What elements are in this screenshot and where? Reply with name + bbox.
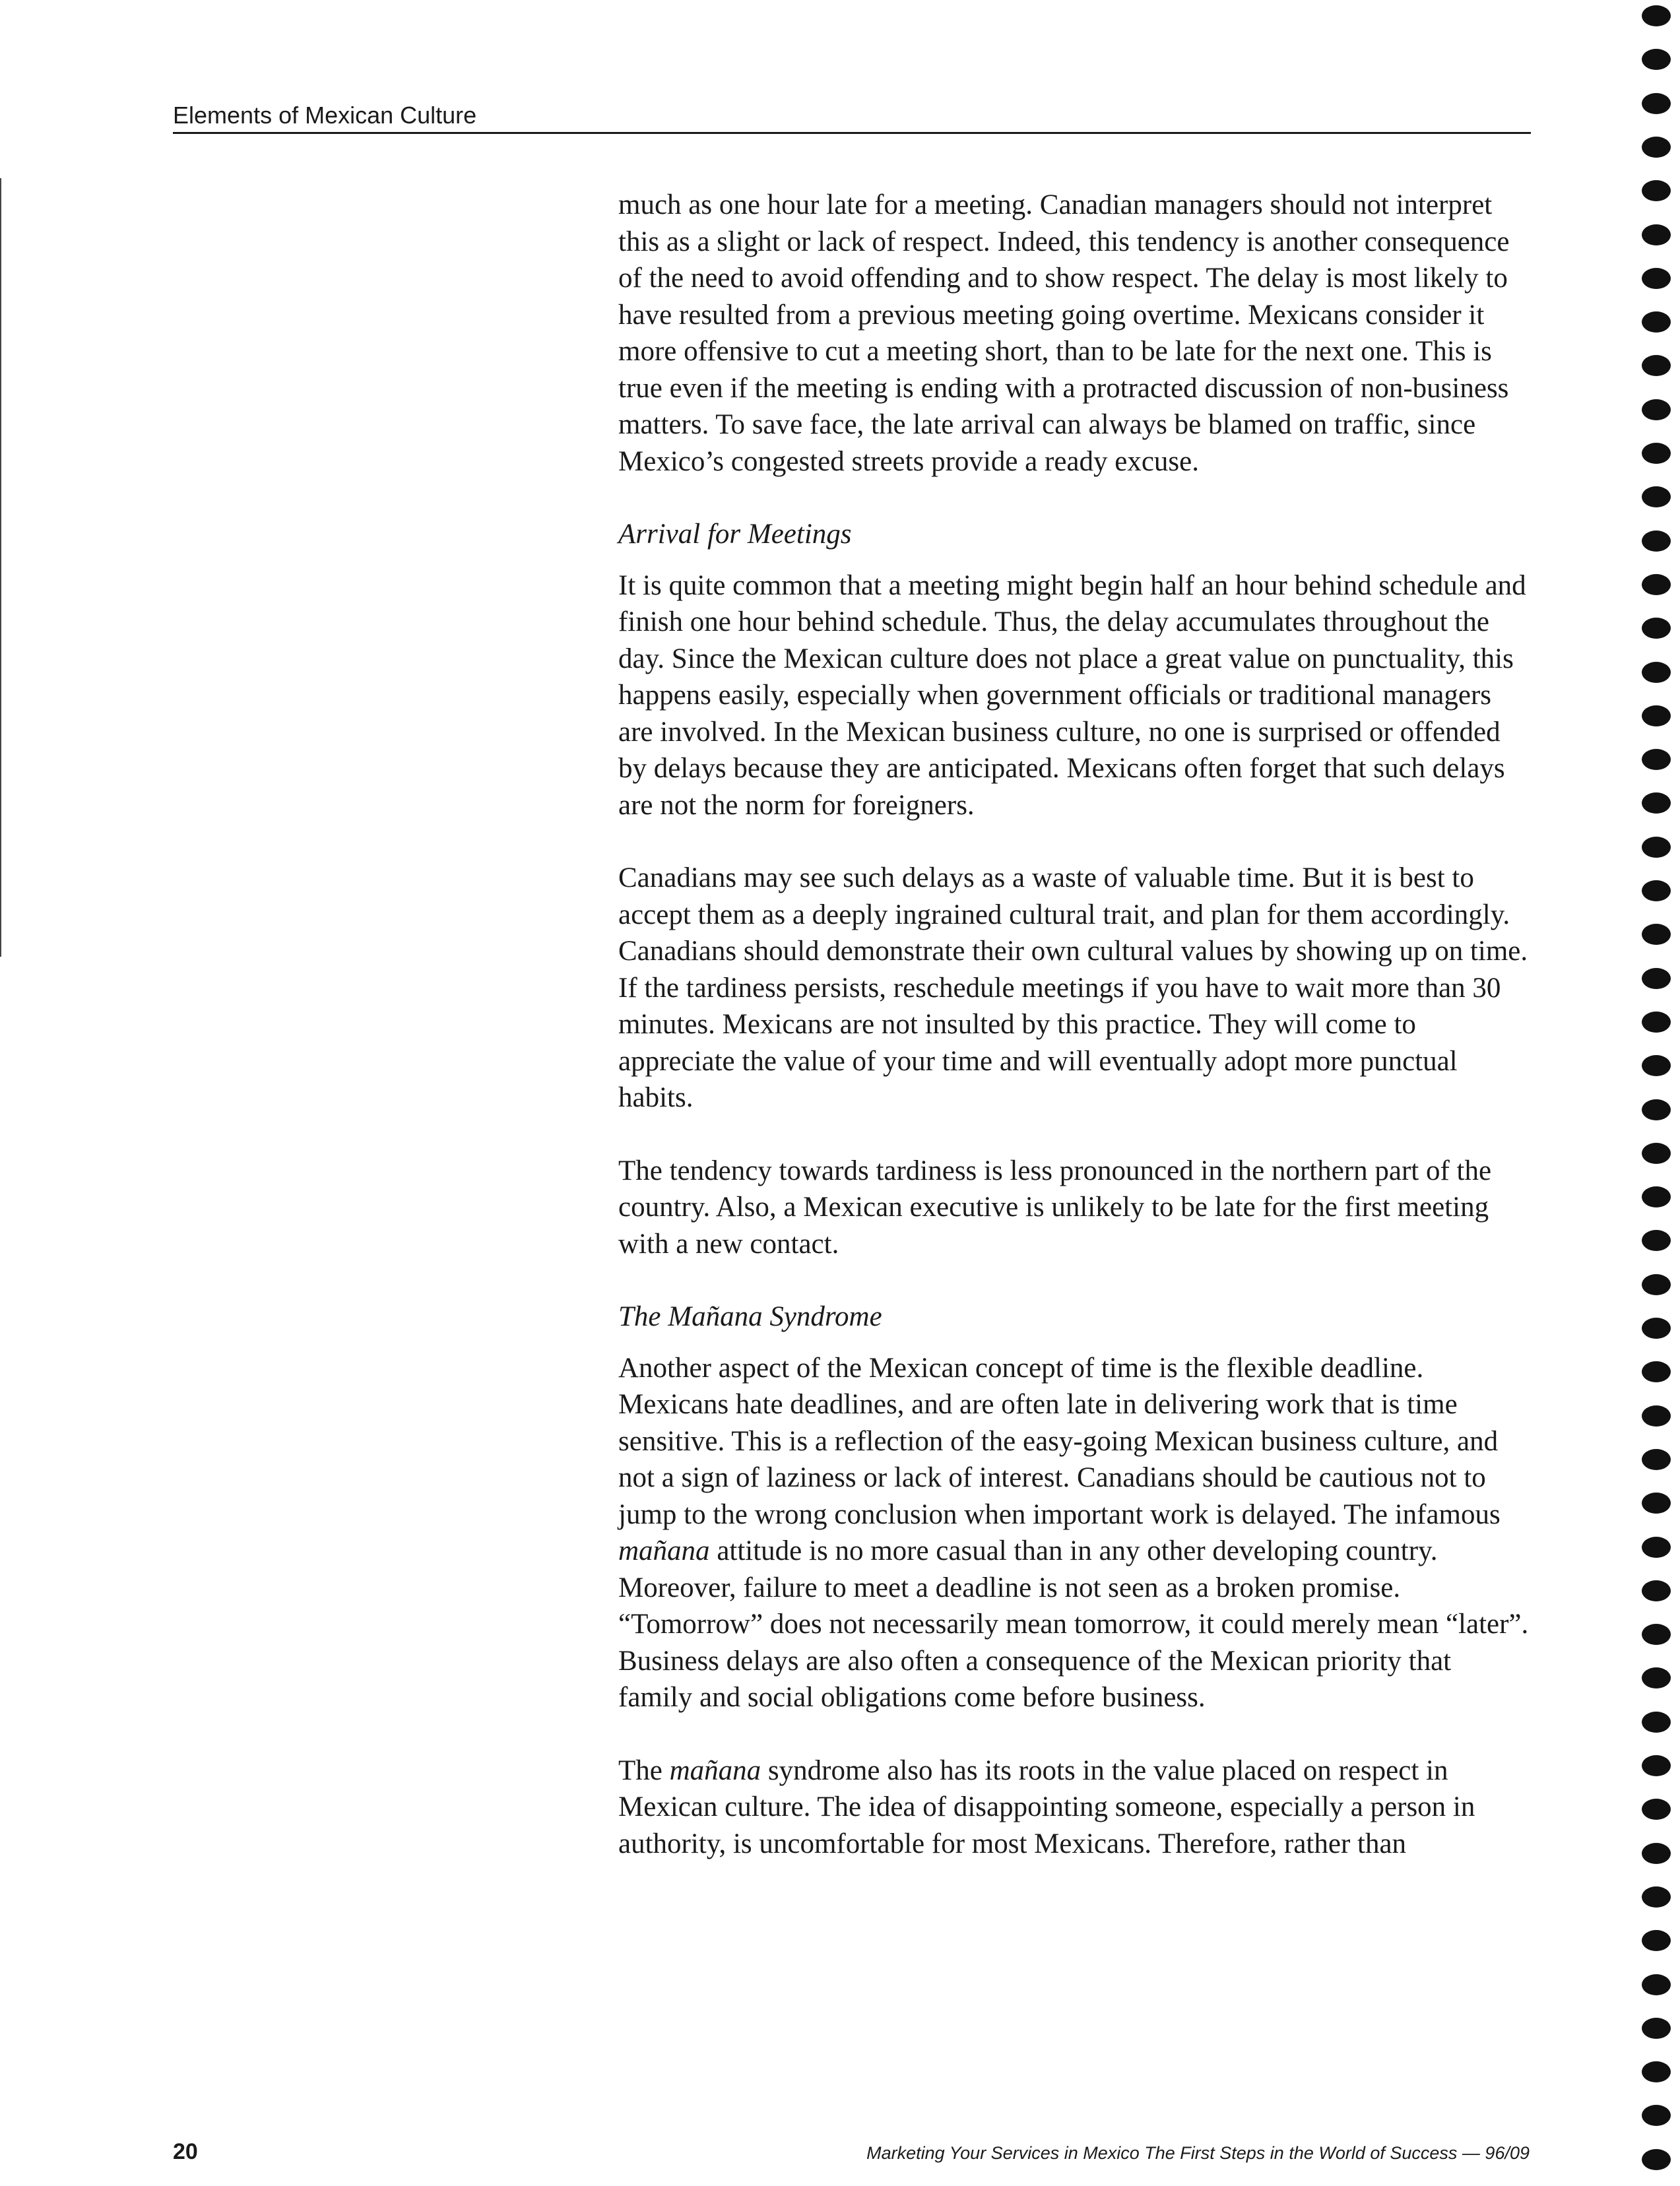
- binding-hole: [1642, 486, 1671, 507]
- body-text: [618, 187, 1532, 1898]
- binding-hole: [1642, 1449, 1671, 1470]
- binding-hole: [1642, 1537, 1671, 1558]
- binding-hole: [1642, 399, 1671, 420]
- binding-hole: [1642, 1361, 1671, 1382]
- binding-hole: [1642, 792, 1671, 814]
- section-heading-arrival: Arrival for Meetings: [618, 519, 852, 550]
- binding-hole: [1642, 705, 1671, 726]
- binding-hole: [1642, 1099, 1671, 1120]
- binding-hole: [1642, 1143, 1671, 1164]
- binding-hole: [1642, 268, 1671, 289]
- paragraph: much as one hour late for a meeting. Canadian managers should not interpret this as a slight or lack of respect. Indeed, this tendency is another consequence of the need to avoid offending and to show respect. The delay is most likely to have resulted from a previous meeting going overtime. Mexicans consider it more offensive to cut a meeting short, than to be late for the next one. This is true even if the meeting is ending with a protracted discussion of non-business matters. To save face, the late arrival can always be blamed on traffic, since Mexico’s congested streets provide a ready excuse.: [618, 189, 1510, 477]
- binding-hole: [1642, 2018, 1671, 2039]
- footer-publication: Marketing Your Services in Mexico The First Steps in the World of Success — 96/09: [866, 2143, 1530, 2163]
- binding-hole: [1642, 1055, 1671, 1076]
- binding-hole: [1642, 837, 1671, 858]
- running-header: [173, 100, 1531, 134]
- paragraph: Canadians may see such delays as a waste of valuable time. But it is best to accept them as a deeply ingrained cultural trait, and plan for them accordingly. Canadians should demonstrate their own cultural values by showing up on time. If the tardiness persists, reschedule meetings if you have to wait more than 30 minutes. Mexicans are not insulted by this practice. They will come to appreciate the value of your time and will eventually adopt more punctual habits.: [618, 862, 1528, 1113]
- binding-hole: [1642, 1624, 1671, 1645]
- binding-hole: [1642, 574, 1671, 595]
- binding-hole: [1642, 1230, 1671, 1251]
- binding-hole: [1642, 880, 1671, 901]
- binding-hole: [1642, 311, 1671, 333]
- binding-hole: [1642, 2105, 1671, 2126]
- binding-hole: [1642, 1799, 1671, 1820]
- binding-hole: [1642, 1755, 1671, 1776]
- binding-hole: [1642, 1493, 1671, 1514]
- binding-hole: [1642, 2061, 1671, 2082]
- paragraph: It is quite common that a meeting might begin half an hour behind schedule and finish one hour behind schedule. Thus, the delay accumulates throughout the day. Since the Mexican culture does not place a great value on punctuality, this happens easily, especially when government officials or traditional managers are involved. In the Mexican business culture, no one is surprised or offended by delays because they are anticipated. Mexicans often forget that such delays are not the norm for foreigners.: [618, 569, 1526, 821]
- text-run: syndrome also has its roots in the value placed on respect in Mexican culture. The idea of disappointing someone, especially a person in authority, is uncomfortable for most Mexicans. Therefore, rather than: [618, 1754, 1475, 1859]
- binding-hole: [1642, 1712, 1671, 1733]
- binding-hole: [1642, 355, 1671, 376]
- binding-hole: [1642, 1186, 1671, 1207]
- paragraph: [618, 1752, 1532, 1863]
- binding-hole: [1642, 1974, 1671, 1995]
- binding-hole: [1642, 1886, 1671, 1908]
- paragraph: [618, 1350, 1532, 1716]
- binding-hole: [1642, 749, 1671, 770]
- spiral-binding: [1642, 0, 1672, 2186]
- binding-hole: [1642, 137, 1671, 158]
- binding-hole: [1642, 1930, 1671, 1951]
- binding-hole: [1642, 1405, 1671, 1427]
- binding-hole: [1642, 1580, 1671, 1601]
- binding-hole: [1642, 5, 1671, 26]
- binding-hole: [1642, 968, 1671, 989]
- binding-hole: [1642, 1318, 1671, 1339]
- section-heading-manana: The Mañana Syndrome: [618, 1301, 882, 1332]
- binding-hole: [1642, 93, 1671, 114]
- binding-hole: [1642, 1667, 1671, 1688]
- binding-hole: [1642, 224, 1671, 245]
- binding-hole: [1642, 924, 1671, 945]
- binding-hole: [1642, 1274, 1671, 1295]
- emphasis: mañana: [669, 1754, 761, 1786]
- binding-hole: [1642, 2149, 1671, 2170]
- text-run: Another aspect of the Mexican concept of time is the flexible deadline. Mexicans hate deadlines, and are often late in delivering work that is time sensitive. This is a reflection of the easy-going Mexican business culture, and not a sign of laziness or lack of interest. Canadians should be cautious not to jump to the wrong conclusion when important work is delayed. The infamous: [618, 1352, 1501, 1530]
- binding-hole: [1642, 1012, 1671, 1033]
- page-edge-line: [0, 178, 1, 957]
- paragraph: The tendency towards tardiness is less pronounced in the northern part of the country. Also, a Mexican executive is unlikely to be late for the first meeting with a new contact.: [618, 1155, 1492, 1260]
- page-number: 20: [173, 2139, 198, 2164]
- binding-hole: [1642, 530, 1671, 552]
- running-title: Elements of Mexican Culture: [173, 102, 477, 129]
- binding-hole: [1642, 49, 1671, 70]
- text-run: attitude is no more casual than in any other developing country. Moreover, failure to meet a deadline is not seen as a broken promise. “Tomorrow” does not necessarily mean tomorrow, it could merely mean “later”. Business delays are also often a consequence of the Mexican priority that family and social obligations come before business.: [618, 1535, 1529, 1713]
- binding-hole: [1642, 618, 1671, 639]
- binding-hole: [1642, 662, 1671, 683]
- binding-hole: [1642, 180, 1671, 201]
- emphasis: mañana: [618, 1535, 710, 1566]
- binding-hole: [1642, 443, 1671, 464]
- text-run: The: [618, 1754, 670, 1786]
- binding-hole: [1642, 1843, 1671, 1864]
